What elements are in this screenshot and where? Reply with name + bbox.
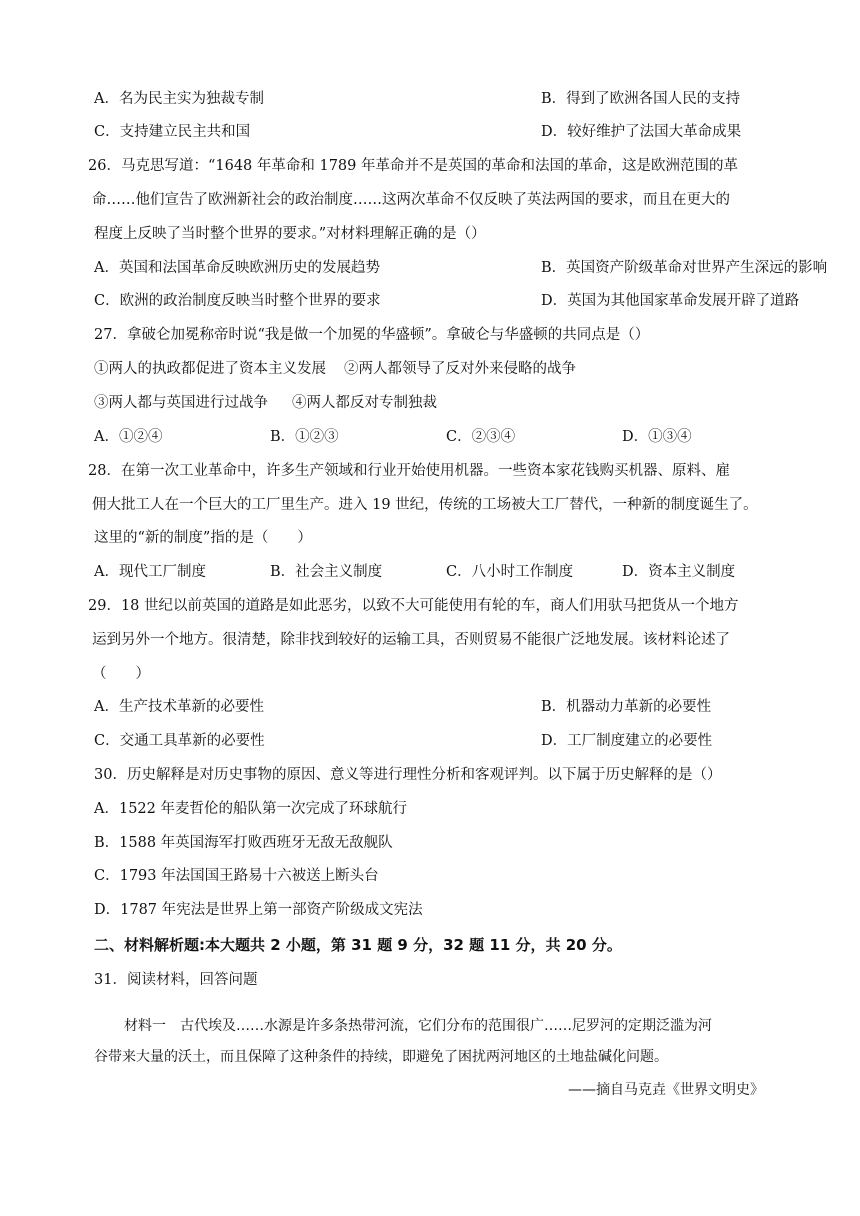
q27-items-row1 — [94, 359, 576, 379]
option-d: D．工厂制度建立的必要性 — [541, 733, 713, 749]
option-b: B．得到了欧洲各国人民的支持 — [541, 91, 741, 107]
q26-options-row1 — [94, 258, 828, 278]
option-a: A．生产技术革新的必要性 — [94, 699, 264, 715]
option-b: B．英国资产阶级革命对世界产生深远的影响 — [541, 260, 828, 276]
option-b: B．社会主义制度 — [270, 564, 383, 580]
material-source: ——摘自马克垚《世界文明史》 — [568, 1082, 764, 1098]
q30-option-d: D．1787 年宪法是世界上第一部资产阶级成文宪法 — [94, 902, 423, 918]
q28-stem-line2: 佣大批工人在一个巨大的工厂里生产。进入 19 世纪，传统的工场被大工厂替代，一种新的制度诞生了。 — [92, 497, 758, 513]
q29-stem-line2: 运到另外一个地方。很清楚，除非找到较好的运输工具，否则贸易不能很广泛地发展。该材料论述了 — [92, 632, 730, 648]
option-a: A．名为民主实为独裁专制 — [94, 91, 264, 107]
q31-stem: 31．阅读材料，回答问题 — [94, 972, 258, 988]
option-d: D．资本主义制度 — [622, 564, 736, 580]
q27-items-row2 — [94, 393, 437, 413]
option-d: D．①③④ — [622, 429, 692, 445]
option-d: D．英国为其他国家革命发展开辟了道路 — [541, 293, 800, 309]
q28-stem-line3: 这里的“新的制度”指的是（ ） — [94, 530, 312, 546]
q29-options-row1 — [94, 697, 712, 717]
q29-stem-line1: 29．18 世纪以前英国的道路是如此恶劣，以致不大可能使用有轮的车，商人们用驮马把货从一个地方 — [88, 598, 739, 614]
q29-options-row2 — [94, 731, 713, 751]
q30-option-c: C．1793 年法国国王路易十六被送上断头台 — [94, 868, 379, 884]
q27-stem: 27．拿破仑加冕称帝时说“我是做一个加冕的华盛顿”。拿破仑与华盛顿的共同点是（） — [94, 327, 650, 343]
q26-stem-line1: 26．马克思写道：“1648 年革命和 1789 年革命并不是英国的革命和法国的革命，这是欧洲范围的革 — [88, 158, 738, 174]
option-c: C．支持建立民主共和国 — [94, 124, 251, 140]
q30-option-a: A．1522 年麦哲伦的船队第一次完成了环球航行 — [94, 801, 407, 817]
q27-item-3: ③两人都与英国进行过战争 — [94, 395, 268, 411]
material-1-line1: 材料一 古代埃及……水源是许多条热带河流，它们分布的范围很广……尼罗河的定期泛滥为河 — [124, 1018, 712, 1034]
q25-options-row2 — [94, 122, 742, 142]
option-a: A．①②④ — [94, 429, 163, 445]
option-b: B．①②③ — [270, 429, 339, 445]
q27-item-1: ①两人的执政都促进了资本主义发展 — [94, 361, 326, 377]
section-heading: 二、材料解析题:本大题共 2 小题，第 31 题 9 分，32 题 11 分，共 20 分。 — [94, 936, 622, 954]
q26-options-row2 — [94, 291, 800, 311]
q30-stem: 30．历史解释是对历史事物的原因、意义等进行理性分析和客观评判。以下属于历史解释的是（） — [94, 767, 722, 783]
option-c: C．欧洲的政治制度反映当时整个世界的要求 — [94, 293, 381, 309]
q27-item-2: ②两人都领导了反对外来侵略的战争 — [344, 361, 576, 377]
option-c: C．交通工具革新的必要性 — [94, 733, 265, 749]
q27-item-4: ④两人都反对专制独裁 — [292, 395, 437, 411]
q28-stem-line1: 28．在第一次工业革命中，许多生产领域和行业开始使用机器。一些资本家花钱购买机器、原料、雇 — [88, 463, 730, 479]
option-c: C．八小时工作制度 — [446, 564, 574, 580]
material-1-line2: 谷带来大量的沃土，而且保障了这种条件的持续，即避免了困扰两河地区的土地盐碱化问题。 — [94, 1049, 668, 1065]
q25-options-row1 — [94, 89, 741, 109]
option-c: C．②③④ — [446, 429, 516, 445]
q29-stem-line3: （ ） — [92, 666, 150, 682]
option-a: A．英国和法国革命反映欧洲历史的发展趋势 — [94, 260, 380, 276]
option-b: B．机器动力革新的必要性 — [541, 699, 712, 715]
option-d: D．较好维护了法国大革命成果 — [541, 124, 742, 140]
q30-option-b: B．1588 年英国海军打败西班牙无敌无敌舰队 — [94, 835, 393, 851]
q26-stem-line2: 命……他们宣告了欧洲新社会的政治制度……这两次革命不仅反映了英法两国的要求，而且在更大的 — [92, 192, 730, 208]
q26-stem-line3: 程度上反映了当时整个世界的要求。”对材料理解正确的是（） — [94, 226, 486, 242]
option-a: A．现代工厂制度 — [94, 564, 206, 580]
